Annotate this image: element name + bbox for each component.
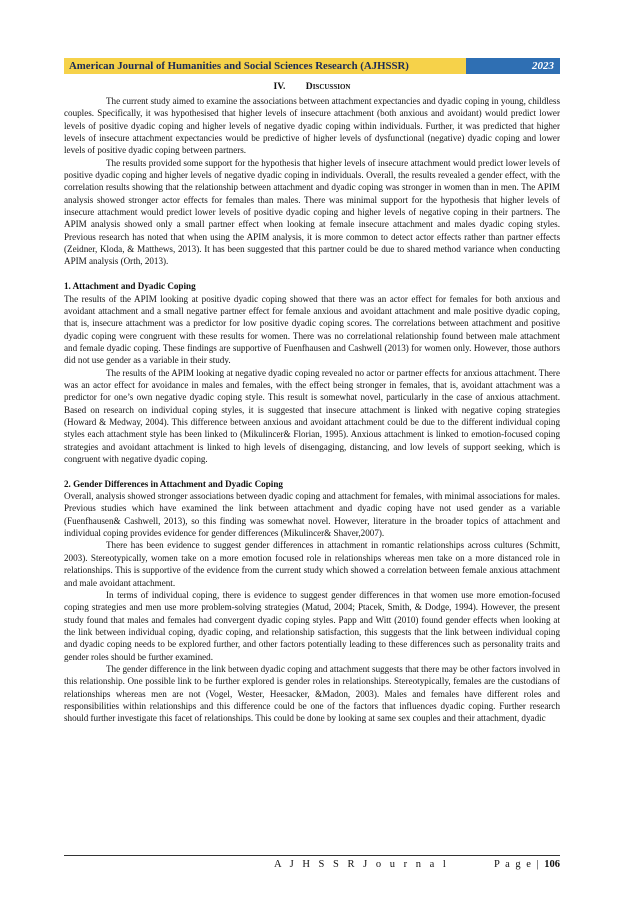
gender-paragraph-2: There has been evidence to suggest gender differences in attachment in romantic relationships across cultures (Schmitt, 2003). Stereotypically, women take on a more emotion focused role in relationships whereas men take on a more distanced role in relationships. This is supportive of the evidence from the current study which showed a correlation between female anxious attachment and male avoidant attachment. [64,540,560,588]
gender-paragraph-4: The gender difference in the link between dyadic coping and attachment suggests that there may be other factors involved in this relationship. One possible link to be further explored is gender roles in relationships. Stereotypically, females are the custodians of relationships whereas men are not (Vogel, Wester, Heesacker, &Madon, 2003). Males and females have different roles and responsibilities within relationships and this difference could be one of the factors that influences dyadic coping. Further research should further investigate this facet of relationships. This could be done by looking at same sex couples and their attachment, dyadic [64,663,560,724]
journal-title: American Journal of Humanities and Social Sciences Research (AJHSSR) [64,58,466,74]
section-title: Discussion [305,81,351,92]
footer-page-number: 106 [544,859,560,870]
subsection-heading-attachment: 1. Attachment and Dyadic Coping [64,281,196,292]
gender-paragraph-3: In terms of individual coping, there is evidence to suggest gender differences in that women use more emotion-focused coping strategies and men use more problem-solving strategies (Matud, 2004; Ptacek, Smith, & Dodge, 1994). However, the present study found that males and females had convergent dyadic coping styles. Papp and Witt (2010) found gender effects when looking at the link between individual coping, dyadic coping, and relationship satisfaction, this suggests that the link between individual coping and dyadic coping needs to be explored further, and other factors potentially leading to these differences such as personality traits and gender roles should be further examined. [64,589,560,662]
attachment-paragraph-2: The results of the APIM looking at negative dyadic coping revealed no actor or partner effects for anxious attachment. There was an actor effect for avoidance in males and females, with the effect being stronger in females, that is, avoidant attachment was a predictor for one’s own negative dyadic coping style. This result is somewhat novel, particularly in the case of anxious attachment. Based on research on individual coping styles, it is suggested that insecure attachment is linked with negative coping strategies (Howard & Medway, 2004). This difference between anxious and avoidant attachment could be due to the different individual coping styles each attachment style has been linked to (Mikulincer& Florian, 1995). Anxious attachment is linked to emotion-focused coping strategies and avoidant attachment is linked to high levels of disengaging, distancing, and low levels of support seeking, which is congruent with negative dyadic coping. [64,367,560,465]
footer-page-label: P a g e | [494,859,541,870]
intro-paragraph-2: The results provided some support for the hypothesis that higher levels of insecure attachment would predict lower levels of positive dyadic coping and higher levels of negative dyadic coping in individuals. Overall, the results revealed a gender effect, with the correlation results showing that the relationship between attachment and dyadic coping was stronger in women than in men. The APIM analysis showed stronger actor effects for females than males. There was minimal support for the hypothesis that higher levels of insecure attachment would predict lower levels of positive dyadic coping and higher levels of negative coping in their partners. The APIM analysis showed only a small partner effect when looking at female insecure attachment and males dyadic coping styles. Previous research has noted that when using the APIM analysis, it is more common to detect actor effects rather than partner effects (Zeidner, Kloda, & Matthews, 2013). It has been suggested that this partner could be due to shared method variance when conducting APIM analysis (Orth, 2013). [64,157,560,267]
footer-page [494,858,560,872]
subsection-heading-gender: 2. Gender Differences in Attachment and Dyadic Coping [64,478,283,489]
intro-paragraph-1: The current study aimed to examine the associations between attachment expectancies and dyadic coping in young, childless couples. Specifically, it was hypothesised that higher levels of insecure attachment (both anxious and avoidant) would predict lower levels of positive dyadic coping and higher levels of negative dyadic coping within individuals. Further, it was predicted that higher levels of insecure attachment expectancies would be predictive of higher levels of dysfunctional (negative) dyadic coping and lower levels of positive dyadic coping between partners. [64,96,560,156]
page-body [64,80,560,725]
journal-year: 2023 [466,58,560,74]
footer-divider [64,855,560,856]
footer-journal: A J H S S R J o u r n a l [274,859,449,870]
section-number: IV. [273,81,286,92]
attachment-paragraph-1: The results of the APIM looking at positive dyadic coping showed that there was an actor effect for females for both anxious and avoidant attachment and a small negative partner effect for female anxious and avoidant attachment and male positive dyadic coping, that is, insecure attachment was a predictor for low positive dyadic coping scores. The correlations between attachment and positive dyadic coping were congruent with these results for women. There was no correlational relationship found between male attachment and female dyadic coping. These findings are supportive of Fuenfhausen and Cashwell (2013) for women only. However, those authors did not use gender as a variable in their study. [64,293,560,366]
journal-header-bar [64,58,560,74]
section-heading [64,80,560,94]
gender-paragraph-1: Overall, analysis showed stronger associations between dyadic coping and attachment for females, with minimal associations for males. Previous studies which have examined the link between attachment and dyadic coping have not used gender as a variable (Fuenfhausen& Cashwell, 2013), so this finding was somewhat novel. However, literature in the broader topics of attachment and individual coping provides evidence for gender differences (Mikulincer& Shaver,2007). [64,491,560,539]
page-footer [64,858,560,872]
